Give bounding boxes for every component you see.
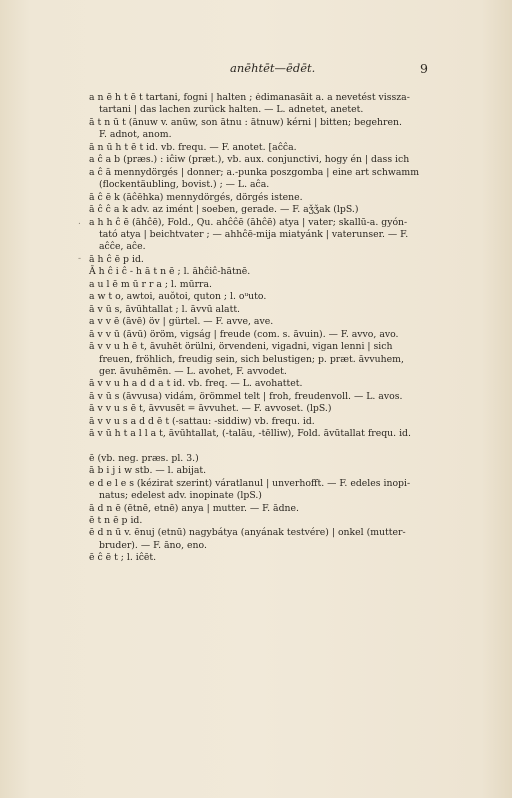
entry-line: a n ē h t ē t tartani, fogni | halten ; ėdimanasāit a. a nevetést vissza- [89, 92, 410, 103]
entry-line: ā v v ū (āvū) öröm, vigság | freude (com. s. āvuin). — F. avvo, avo. [89, 328, 399, 340]
entry-line: ger. āvuhēmēn. — L. avohet, F. avvodet. [99, 365, 287, 377]
entry-line: ā n ū h t ē t id. vb. frequ. — F. anotet. [aĉĉa. [89, 141, 297, 153]
entry-line: e d e l e s (kézirat szerint) váratlanul | unverhofft. — F. edeles inopi- [89, 477, 411, 489]
entry-line: F. adnot, anom. [99, 129, 172, 141]
entry-line: ē (vb. neg. præs. pl. 3.) [89, 452, 199, 464]
entry-line: ā t n ū t (ānuw v. anūw, son ātnu : ātnuw) kérni | bitten; begehren. [89, 116, 402, 128]
entry-line: a h h ĉ ē (āhĉē), Fold., Qu. ahĉĉē (āhĉē) atya | vater; skallū-a. gyón- [89, 216, 408, 228]
entry-line: a ĉ ā mennydörgés | donner; a.-punka poszgomba | eine art schwamm [89, 166, 420, 178]
entry-line: a w t o, awtoi, auŏtoi, quton ; l. oᵘuto. [89, 291, 267, 303]
header-title: anēhtēt—ēdēt. [230, 61, 316, 75]
entry-line: (flockentäubling, bovist.) ; — L. aĉa. [99, 179, 270, 191]
entry-line: bruder). — F. āno, eno. [99, 539, 207, 551]
entry-line: ā v v u s ē t, āvvusēt = āvvuhet. — F. avvoset. (lpS.) [89, 403, 332, 415]
entry-line: ā v v u s a d d ē t (-sattau: -siddiw) vb. frequ. id. [89, 415, 315, 427]
entry-line: a v v ē (āvē) öv | gürtel. — F. avve, ave. [89, 316, 274, 328]
entry-line: ē d n ū v. ēnuj (etnū) nagybátya (anyának testvére) | onkel (mutter- [89, 527, 406, 539]
entry-line: ā v ū s (āvvusa) vidám, örömmel telt | froh, freudenvoll. — L. avos. [89, 390, 403, 402]
entry-line: ā ĉ ē k (āĉēhka) mennydörgés, dörgés istene. [89, 191, 303, 203]
entry-line: ā h ĉ ē p id. [89, 253, 144, 265]
dictionary-entries [89, 92, 429, 565]
entry-line: ā v ū s, āvūhtallat ; l. āvvū alatt. [89, 303, 241, 315]
entry-line: ā v v u h a d d a t id. vb. freq. — L. avohattet. [89, 378, 303, 390]
entry-line: Ā h ĉ i ĉ - h ā t n ē ; l. āhĉiĉ-hātnē. [89, 266, 251, 278]
entry-line: ā d n ē (ētnē, etnē) anya | mutter. — F. ādne. [89, 502, 299, 514]
entry-line: freuen, fröhlich, freudig sein, sich belustigen; p. præt. āvvuhem, [99, 353, 404, 365]
entry-line: a ĉ a b (præs.) : iĉiw (præt.), vb. aux. conjunctivi, hogy én | dass ich [89, 154, 410, 166]
entry-line: ā ĉ ĉ a k adv. az imént | soeben, gerade. — F. aǯǯak (lpS.) [89, 204, 359, 216]
entry-line: ā v v u h ē t, āvuhēt örülni, örvendeni, vigadni, vigan lenni | sich [89, 341, 393, 353]
page-number: 9 [420, 61, 428, 76]
entry-line: ē ĉ ē t ; l. iĉēt. [89, 552, 157, 564]
entry-line: tató atya | beichtvater ; — ahhĉē-mija miatyánk | vaterunser. — F. [99, 228, 409, 240]
entry-line: a u l ē m ū r r a ; l. mūrra. [89, 278, 212, 290]
running-header [0, 61, 512, 77]
entry-line: ā v ū h t a l l a t, āvūhtallat, (-talāu, -tēlliw), Fold. āvūtallat frequ. id. [89, 428, 411, 440]
entry-line: ē t n ē p id. [89, 514, 143, 526]
section-gap [89, 441, 429, 453]
entry-line: tartani | das lachen zurück halten. — L. adnetet, anetet. [99, 104, 364, 116]
margin-mark: - [78, 253, 82, 264]
margin-mark: . [78, 216, 81, 227]
entry-line: aĉĉe, aĉe. [99, 241, 146, 253]
entry-line: natus; edelest adv. inopinate (lpS.) [99, 490, 262, 502]
entry-line: ā b i j i w stb. — l. abijat. [89, 465, 207, 477]
